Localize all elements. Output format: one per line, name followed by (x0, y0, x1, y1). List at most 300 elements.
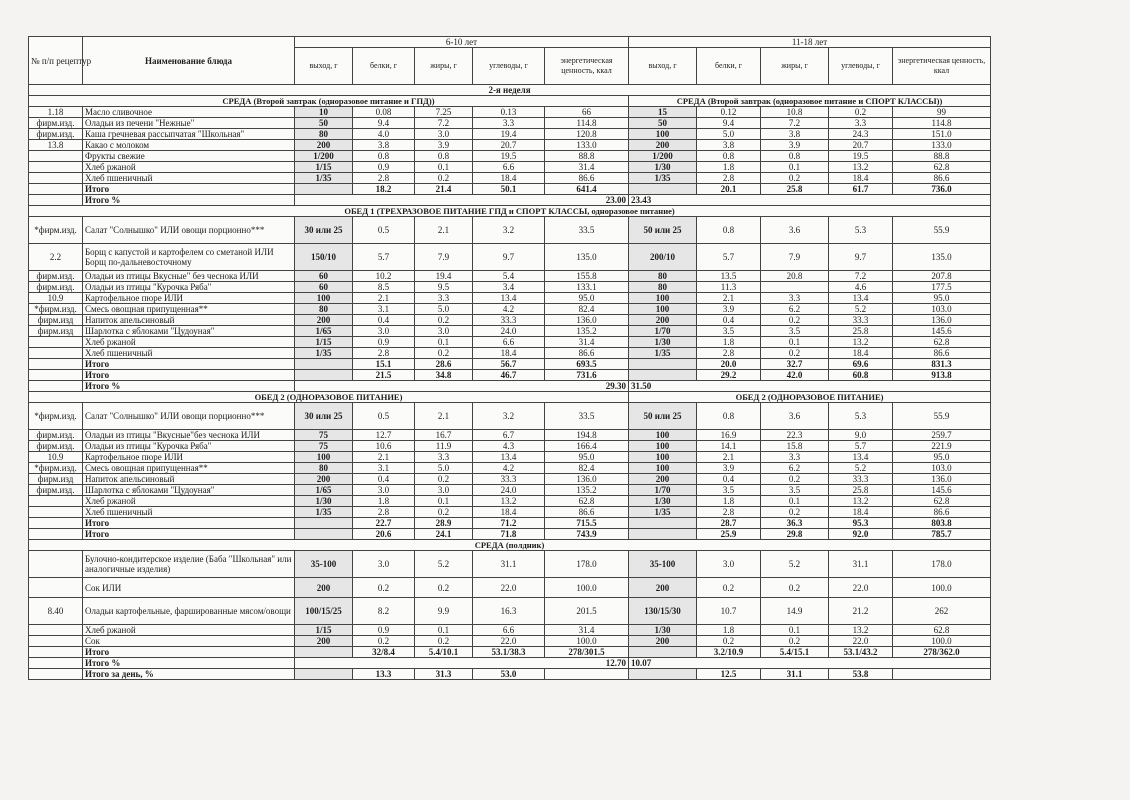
recipe-number: фирм.изд. (29, 129, 83, 140)
cell-protein: 5.7 (353, 244, 415, 271)
col-carbs-header: углеводы, г (829, 48, 893, 85)
menu-table (28, 36, 991, 680)
cell-energy: 103.0 (893, 463, 991, 474)
cell-carbs: 50.1 (473, 184, 545, 195)
cell-protein: 9.4 (353, 118, 415, 129)
cell-yield (629, 669, 697, 680)
dish-row (29, 348, 991, 359)
cell-energy: 913.8 (893, 370, 991, 381)
dish-name: Хлеб пшеничный (83, 348, 295, 359)
cell-fat: 5.2 (415, 551, 473, 578)
cell-carbs: 46.7 (473, 370, 545, 381)
cell-fat: 24.1 (415, 529, 473, 540)
cell-yield: 130/15/30 (629, 598, 697, 625)
cell-fat: 2.1 (415, 217, 473, 244)
dish-name: Смесь овощная припущенная** (83, 463, 295, 474)
cell-fat: 9.5 (415, 282, 473, 293)
cell-energy: 136.0 (893, 315, 991, 326)
cell-protein: 1.8 (697, 337, 761, 348)
cell-carbs: 22.0 (473, 578, 545, 598)
total-row (29, 184, 991, 195)
cell-protein: 0.2 (353, 578, 415, 598)
cell-fat: 0.2 (415, 315, 473, 326)
total-row (29, 529, 991, 540)
cell-energy: 31.4 (545, 337, 629, 348)
cell-fat: 16.7 (415, 430, 473, 441)
cell-carbs: 5.2 (829, 304, 893, 315)
dish-row (29, 217, 991, 244)
cell-protein: 5.0 (697, 129, 761, 140)
cell-protein: 0.4 (353, 315, 415, 326)
cell-energy: 262 (893, 598, 991, 625)
recipe-number: фирм.изд (29, 474, 83, 485)
dish-row (29, 598, 991, 625)
cell-fat: 0.1 (761, 337, 829, 348)
section-header-row (29, 540, 991, 551)
cell-yield: 1/30 (629, 496, 697, 507)
cell-yield: 80 (295, 463, 353, 474)
cell-energy: 641.4 (545, 184, 629, 195)
cell-energy (545, 669, 629, 680)
cell-fat: 6.2 (761, 304, 829, 315)
cell-protein: 20.1 (697, 184, 761, 195)
cell-carbs: 3.4 (473, 282, 545, 293)
cell-protein: 0.9 (353, 625, 415, 636)
cell-yield (295, 359, 353, 370)
cell-fat: 3.5 (761, 485, 829, 496)
cell-protein: 25.9 (697, 529, 761, 540)
percent-value: 31.50 (629, 381, 991, 392)
dish-name: Какао с молоком (83, 140, 295, 151)
cell-carbs: 18.4 (473, 348, 545, 359)
cell-energy: 178.0 (893, 551, 991, 578)
cell-yield: 50 (295, 118, 353, 129)
section-title: СРЕДА (полдник) (29, 540, 991, 551)
dish-name: Хлеб ржаной (83, 162, 295, 173)
recipe-number: фирм.изд. (29, 271, 83, 282)
cell-carbs: 16.3 (473, 598, 545, 625)
dish-name: Оладьи из птицы "Вкусные"без чеснока ИЛИ (83, 430, 295, 441)
cell-energy: 88.8 (545, 151, 629, 162)
percent-value: 29.30 (295, 381, 629, 392)
cell-carbs: 19.5 (473, 151, 545, 162)
cell-carbs: 24.0 (473, 485, 545, 496)
cell-carbs: 20.7 (829, 140, 893, 151)
col-fat-header: жиры, г (761, 48, 829, 85)
cell-energy: 99 (893, 107, 991, 118)
cell-fat: 3.9 (415, 140, 473, 151)
recipe-number: фирм.изд. (29, 485, 83, 496)
cell-fat: 0.2 (415, 636, 473, 647)
cell-fat: 3.3 (761, 293, 829, 304)
cell-fat: 7.9 (415, 244, 473, 271)
dish-row (29, 430, 991, 441)
cell-yield (295, 184, 353, 195)
dish-row (29, 452, 991, 463)
cell-carbs: 3.2 (473, 217, 545, 244)
dish-row (29, 162, 991, 173)
cell-yield: 200 (629, 636, 697, 647)
cell-energy: 207.8 (893, 271, 991, 282)
dish-name: Булочно-кондитерское изделие (Баба "Школьная" или аналогичные изделия) (83, 551, 295, 578)
cell-fat: 3.0 (415, 485, 473, 496)
cell-fat (761, 282, 829, 293)
cell-fat: 3.3 (415, 452, 473, 463)
cell-carbs: 22.0 (829, 578, 893, 598)
col-carbs-header: углеводы, г (473, 48, 545, 85)
dish-name: Салат "Солнышко" ИЛИ овощи порционно*** (83, 217, 295, 244)
cell-fat: 14.9 (761, 598, 829, 625)
cell-carbs: 13.2 (829, 496, 893, 507)
recipe-number: *фирм.изд. (29, 403, 83, 430)
dish-name: Хлеб ржаной (83, 337, 295, 348)
dish-name: Итого (83, 370, 295, 381)
cell-protein: 0.2 (697, 636, 761, 647)
cell-protein: 2.1 (353, 452, 415, 463)
cell-carbs: 13.2 (829, 162, 893, 173)
recipe-number (29, 529, 83, 540)
cell-energy: 100.0 (545, 578, 629, 598)
cell-fat: 0.8 (761, 151, 829, 162)
cell-yield (295, 647, 353, 658)
percent-row (29, 381, 991, 392)
dish-name: Смесь овощная припущенная** (83, 304, 295, 315)
cell-protein: 3.9 (697, 304, 761, 315)
section-header-row (29, 96, 991, 107)
cell-protein: 2.8 (353, 348, 415, 359)
cell-yield (629, 529, 697, 540)
cell-protein: 10.2 (353, 271, 415, 282)
cell-carbs: 6.7 (473, 430, 545, 441)
recipe-number: фирм.изд. (29, 118, 83, 129)
cell-protein: 3.0 (353, 326, 415, 337)
cell-yield: 100 (629, 304, 697, 315)
cell-energy: 62.8 (545, 496, 629, 507)
cell-protein: 1.8 (697, 625, 761, 636)
recipe-number: фирм.изд (29, 326, 83, 337)
cell-protein: 1.8 (697, 496, 761, 507)
age-group-11-18-header: 11-18 лет (629, 37, 991, 48)
dish-name: Напиток апельсиновый (83, 474, 295, 485)
dish-name: Оладьи из птицы "Курочка Ряба" (83, 441, 295, 452)
cell-carbs: 9.7 (829, 244, 893, 271)
dish-name: Итого (83, 184, 295, 195)
dish-row (29, 244, 991, 271)
col-yield-header: выход, г (295, 48, 353, 85)
dish-row (29, 129, 991, 140)
cell-carbs: 61.7 (829, 184, 893, 195)
recipe-number: 13.8 (29, 140, 83, 151)
cell-yield: 60 (295, 271, 353, 282)
cell-fat: 20.8 (761, 271, 829, 282)
dish-name: Оладьи из печени "Нежные" (83, 118, 295, 129)
cell-energy: 86.6 (545, 507, 629, 518)
cell-energy: 86.6 (545, 173, 629, 184)
cell-fat: 5.0 (415, 463, 473, 474)
cell-energy: 178.0 (545, 551, 629, 578)
dish-row (29, 551, 991, 578)
dish-row (29, 118, 991, 129)
dish-name: Борщ с капустой и картофелем со сметаной ИЛИ Борщ по-дальневосточному (83, 244, 295, 271)
cell-carbs: 13.2 (473, 496, 545, 507)
cell-yield: 35-100 (295, 551, 353, 578)
cell-energy: 133.0 (893, 140, 991, 151)
cell-yield: 1/200 (629, 151, 697, 162)
cell-fat: 0.2 (415, 474, 473, 485)
cell-yield: 200 (295, 315, 353, 326)
cell-yield: 200 (295, 140, 353, 151)
cell-energy: 221.9 (893, 441, 991, 452)
cell-energy: 62.8 (893, 496, 991, 507)
cell-energy: 100.0 (893, 578, 991, 598)
cell-energy: 135.0 (545, 244, 629, 271)
recipe-number: 8.40 (29, 598, 83, 625)
recipe-number: фирм.изд. (29, 441, 83, 452)
dish-row (29, 578, 991, 598)
section-title: СРЕДА (Второй завтрак (одноразовое питание и СПОРТ КЛАССЫ)) (629, 96, 991, 107)
dish-name: Оладьи картофельные, фаршированные мясом/овощи (83, 598, 295, 625)
cell-protein: 13.5 (697, 271, 761, 282)
recipe-number (29, 162, 83, 173)
cell-protein: 0.8 (353, 151, 415, 162)
cell-carbs: 19.4 (473, 129, 545, 140)
cell-energy: 151.0 (893, 129, 991, 140)
cell-carbs: 53.0 (473, 669, 545, 680)
cell-yield: 80 (295, 129, 353, 140)
cell-fat: 3.6 (761, 217, 829, 244)
cell-protein: 21.5 (353, 370, 415, 381)
cell-energy: 259.7 (893, 430, 991, 441)
cell-fat: 0.1 (415, 162, 473, 173)
percent-value: 12.70 (295, 658, 629, 669)
cell-energy: 803.8 (893, 518, 991, 529)
dish-row (29, 496, 991, 507)
cell-fat: 0.2 (415, 348, 473, 359)
cell-yield: 100 (629, 463, 697, 474)
cell-fat: 10.8 (761, 107, 829, 118)
cell-fat: 3.3 (761, 452, 829, 463)
cell-carbs: 71.2 (473, 518, 545, 529)
section-title: СРЕДА (Второй завтрак (одноразовое питание и ГПД)) (29, 96, 629, 107)
section-header-row (29, 206, 991, 217)
cell-yield: 1/30 (295, 496, 353, 507)
cell-carbs: 60.8 (829, 370, 893, 381)
recipe-number: *фирм.изд. (29, 217, 83, 244)
cell-carbs: 4.2 (473, 463, 545, 474)
cell-yield: 30 или 25 (295, 217, 353, 244)
cell-protein: 11.3 (697, 282, 761, 293)
percent-value: 23.00 (295, 195, 629, 206)
cell-energy: 95.0 (893, 293, 991, 304)
cell-carbs: 21.2 (829, 598, 893, 625)
cell-carbs: 7.2 (829, 271, 893, 282)
recipe-number: фирм.изд. (29, 282, 83, 293)
cell-carbs: 18.4 (473, 173, 545, 184)
recipe-number (29, 518, 83, 529)
cell-fat: 0.1 (761, 625, 829, 636)
cell-energy: 95.0 (545, 293, 629, 304)
dish-name: Хлеб ржаной (83, 625, 295, 636)
cell-protein: 0.4 (697, 474, 761, 485)
cell-energy: 194.8 (545, 430, 629, 441)
cell-fat: 0.2 (761, 173, 829, 184)
cell-energy: 715.5 (545, 518, 629, 529)
cell-yield: 100 (295, 452, 353, 463)
dish-name: Итого (83, 518, 295, 529)
cell-carbs: 18.4 (829, 507, 893, 518)
cell-protein: 12.7 (353, 430, 415, 441)
cell-protein: 0.5 (353, 403, 415, 430)
cell-yield: 50 или 25 (629, 403, 697, 430)
cell-yield: 1/35 (629, 348, 697, 359)
cell-yield: 100 (629, 441, 697, 452)
dish-name-header: Наименование блюда (83, 37, 295, 85)
cell-protein: 2.1 (697, 452, 761, 463)
cell-fat: 0.2 (415, 507, 473, 518)
cell-yield: 1/65 (295, 326, 353, 337)
dish-name: Шарлотка с яблоками "Цудоуная" (83, 485, 295, 496)
cell-protein: 28.7 (697, 518, 761, 529)
cell-protein: 0.4 (697, 315, 761, 326)
dish-name: Масло сливочное (83, 107, 295, 118)
recipe-number (29, 578, 83, 598)
cell-energy: 95.0 (893, 452, 991, 463)
dish-name: Напиток апельсиновый (83, 315, 295, 326)
cell-energy: 86.6 (893, 507, 991, 518)
cell-yield: 30 или 25 (295, 403, 353, 430)
section-title: ОБЕД 2 (ОДНОРАЗОВОЕ ПИТАНИЕ) (29, 392, 629, 403)
dish-row (29, 485, 991, 496)
cell-carbs: 6.6 (473, 337, 545, 348)
cell-yield (295, 669, 353, 680)
cell-energy: 100.0 (893, 636, 991, 647)
dish-row (29, 140, 991, 151)
cell-energy: 82.4 (545, 463, 629, 474)
cell-yield (629, 370, 697, 381)
cell-fat: 0.2 (761, 507, 829, 518)
recipe-number (29, 337, 83, 348)
dish-name: Итого (83, 647, 295, 658)
cell-yield: 75 (295, 430, 353, 441)
cell-carbs: 3.3 (829, 118, 893, 129)
col-energy-header: энергетическая ценность, ккал (545, 48, 629, 85)
cell-protein: 20.6 (353, 529, 415, 540)
cell-fat: 0.2 (415, 173, 473, 184)
recipe-number: фирм.изд. (29, 430, 83, 441)
cell-yield: 1/15 (295, 162, 353, 173)
cell-protein: 29.2 (697, 370, 761, 381)
cell-fat: 3.9 (761, 140, 829, 151)
recipe-number: 10.9 (29, 452, 83, 463)
cell-carbs: 18.4 (829, 348, 893, 359)
recipe-number (29, 184, 83, 195)
cell-protein: 0.2 (697, 578, 761, 598)
cell-protein: 4.0 (353, 129, 415, 140)
cell-protein: 2.8 (697, 173, 761, 184)
cell-carbs: 25.8 (829, 485, 893, 496)
dish-name: Итого за день, % (83, 669, 295, 680)
recipe-number-header: № п/п рецептур (29, 37, 83, 85)
cell-energy (893, 669, 991, 680)
total-row (29, 518, 991, 529)
cell-carbs: 53.1/38.3 (473, 647, 545, 658)
cell-carbs: 13.2 (829, 625, 893, 636)
cell-energy: 62.8 (893, 162, 991, 173)
recipe-number: 2.2 (29, 244, 83, 271)
cell-carbs: 92.0 (829, 529, 893, 540)
cell-protein: 2.1 (697, 293, 761, 304)
cell-protein: 8.5 (353, 282, 415, 293)
cell-carbs: 53.1/43.2 (829, 647, 893, 658)
cell-carbs: 9.0 (829, 430, 893, 441)
cell-fat: 0.2 (761, 348, 829, 359)
cell-yield: 1/30 (629, 625, 697, 636)
col-protein-header: белки, г (353, 48, 415, 85)
recipe-number (29, 507, 83, 518)
cell-fat: 34.8 (415, 370, 473, 381)
cell-carbs: 22.0 (473, 636, 545, 647)
cell-carbs: 19.5 (829, 151, 893, 162)
age-group-6-10-header: 6-10 лет (295, 37, 629, 48)
cell-energy: 693.5 (545, 359, 629, 370)
cell-yield (629, 184, 697, 195)
cell-carbs: 31.1 (829, 551, 893, 578)
cell-fat: 31.3 (415, 669, 473, 680)
cell-carbs: 13.4 (829, 293, 893, 304)
cell-fat: 0.1 (415, 337, 473, 348)
cell-protein: 3.5 (697, 485, 761, 496)
cell-carbs: 33.3 (473, 474, 545, 485)
cell-carbs: 5.3 (829, 403, 893, 430)
cell-fat: 28.6 (415, 359, 473, 370)
cell-energy: 785.7 (893, 529, 991, 540)
cell-energy: 55.9 (893, 403, 991, 430)
cell-energy: 114.8 (545, 118, 629, 129)
cell-fat: 15.8 (761, 441, 829, 452)
menu-rows (29, 96, 991, 680)
cell-protein: 0.2 (353, 636, 415, 647)
recipe-number (29, 381, 83, 392)
cell-protein: 13.3 (353, 669, 415, 680)
cell-fat: 42.0 (761, 370, 829, 381)
dish-name: Каша гречневая рассыпчатая "Школьная" (83, 129, 295, 140)
cell-energy: 155.8 (545, 271, 629, 282)
cell-protein: 1.8 (697, 162, 761, 173)
dish-name: Оладьи из птицы Вкусные" без чеснока ИЛИ (83, 271, 295, 282)
cell-yield: 1/35 (295, 173, 353, 184)
cell-carbs: 5.3 (829, 217, 893, 244)
cell-yield: 100 (629, 430, 697, 441)
cell-energy: 201.5 (545, 598, 629, 625)
cell-protein: 2.8 (697, 348, 761, 359)
recipe-number: *фирм.изд. (29, 463, 83, 474)
dish-row (29, 304, 991, 315)
cell-fat: 3.3 (415, 293, 473, 304)
cell-energy: 136.0 (545, 474, 629, 485)
cell-carbs: 6.6 (473, 162, 545, 173)
recipe-number (29, 496, 83, 507)
cell-yield: 50 или 25 (629, 217, 697, 244)
cell-carbs: 5.2 (829, 463, 893, 474)
col-energy-header: энергетическая ценность, ккал (893, 48, 991, 85)
cell-energy: 135.2 (545, 485, 629, 496)
cell-protein: 10.6 (353, 441, 415, 452)
cell-energy: 736.0 (893, 184, 991, 195)
cell-yield: 200 (629, 315, 697, 326)
cell-protein: 0.9 (353, 162, 415, 173)
cell-energy: 145.6 (893, 326, 991, 337)
cell-fat: 36.3 (761, 518, 829, 529)
